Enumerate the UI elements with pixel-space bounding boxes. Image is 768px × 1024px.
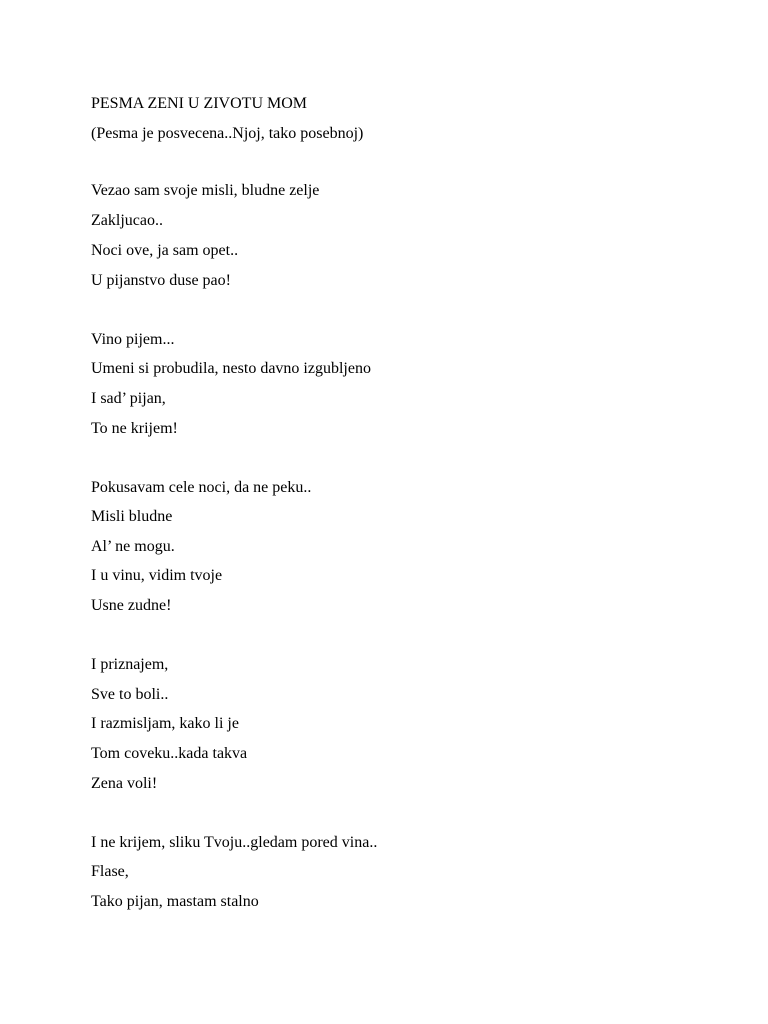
poem-line: Misli bludne [91,508,173,525]
poem-line: Vezao sam svoje misli, bludne zelje [91,182,320,199]
poem-line: Zena voli! [91,775,158,792]
poem-line: To ne krijem! [91,420,178,437]
poem-line: Tom coveku..kada takva [91,745,248,762]
poem-line: Tako pijan, mastam stalno [91,893,259,910]
poem-line: I u vinu, vidim tvoje [91,567,223,584]
poem-dedication: (Pesma je posvecena..Njoj, tako posebnoj) [91,125,364,142]
poem-line: Noci ove, ja sam opet.. [91,242,239,259]
poem-line: Flase, [91,863,129,880]
poem-line: I sad’ pijan, [91,390,166,407]
poem-line: Vino pijem... [91,331,175,348]
poem-line: Sve to boli.. [91,686,169,703]
poem-line: Al’ ne mogu. [91,538,175,555]
poem-line: U pijanstvo duse pao! [91,272,231,289]
poem-title: PESMA ZENI U ZIVOTU MOM [91,95,307,112]
poem-line: I razmisljam, kako li je [91,715,239,732]
poem-line: Usne zudne! [91,597,172,614]
poem-line: Umeni si probudila, nesto davno izgubljeno [91,360,371,377]
poem-line: I priznajem, [91,656,169,673]
poem-line: I ne krijem, sliku Tvoju..gledam pored vina.. [91,834,378,851]
poem-line: Pokusavam cele noci, da ne peku.. [91,479,312,496]
poem-line: Zakljucao.. [91,212,163,229]
